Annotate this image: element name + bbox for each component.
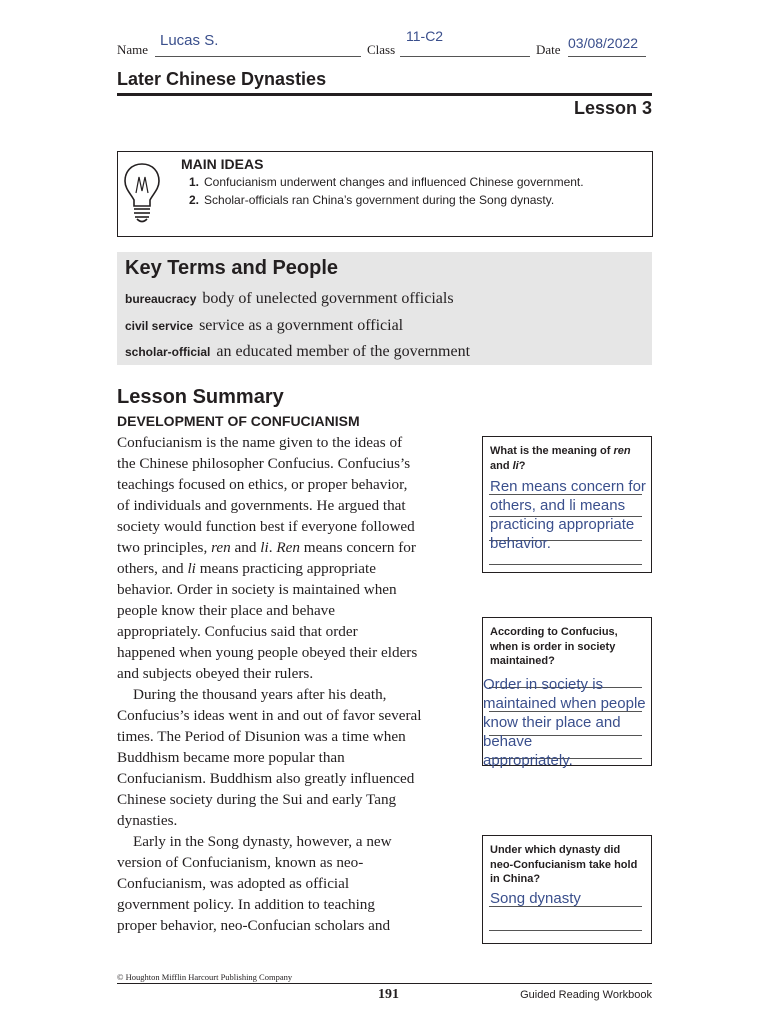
lesson-summary-heading: Lesson Summary <box>117 386 284 408</box>
class-line <box>400 56 530 57</box>
key-term-row: civil service service as a government official <box>125 317 404 334</box>
question-text: What is the meaning of ren and li? <box>490 445 631 472</box>
answer-input[interactable]: Ren means concern for others, and li means practicing appropriate behavior. <box>490 478 646 552</box>
answer-line <box>489 564 642 565</box>
question-box <box>482 617 652 769</box>
lesson-number: Lesson 3 <box>573 98 652 118</box>
main-idea-item: 2. Scholar-officials ran China’s government during the Song dynasty. <box>189 193 555 207</box>
name-value: Lucas S. <box>160 32 219 49</box>
key-term-row: scholar-official an educated member of the government <box>125 343 471 360</box>
answer-input[interactable]: Order in society is maintained when people know their place and behave appropriately. <box>483 676 646 769</box>
question-text: Under which dynasty did neo-Confucianism take hold in China? <box>490 844 638 885</box>
summary-paragraph-1: Confucianism is the name given to the ideas of the Chinese philosopher Confucius. Confucius’s teachings focused on ethics, or proper behavior, of individuals and governments. He argued that society would function best if everyone followed two principles, ren and li. Ren means concern for others, and li means practicing appropriate behavior. Order in society is maintained when people know their place and behave appropriately. Confucius said that order happened when young people obeyed their elders and subjects obeyed their rulers. <box>117 434 418 682</box>
summary-paragraph-3: Early in the Song dynasty, however, a new version of Confucianism, known as neo- Confucianism, was adopted as official government policy. In addition to teaching proper behavior, neo-Confucian scholars and <box>117 833 392 934</box>
workbook-title: Guided Reading Workbook <box>520 989 652 1001</box>
page-title: Later Chinese Dynasties <box>117 69 327 89</box>
footer-rule <box>117 983 652 984</box>
answer-line <box>489 930 642 931</box>
section-subheading: DEVELOPMENT OF CONFUCIANISM <box>117 413 360 429</box>
answer-input[interactable]: Song dynasty <box>490 890 581 907</box>
page-number: 191 <box>378 987 399 1002</box>
key-terms-heading: Key Terms and People <box>125 257 339 279</box>
lightbulb-icon <box>122 161 162 225</box>
question-box <box>482 835 652 944</box>
name-label: Name <box>117 42 149 57</box>
title-rule <box>117 93 652 96</box>
class-value: 11-C2 <box>406 28 444 44</box>
question-box <box>482 436 652 573</box>
date-line <box>568 56 646 57</box>
name-line <box>155 56 361 57</box>
key-term-row: bureaucracy body of unelected government officials <box>125 290 454 307</box>
main-idea-item: 1. Confucianism underwent changes and influenced Chinese government. <box>189 175 584 189</box>
summary-paragraph-2: During the thousand years after his death, Confucius’s ideas went in and out of favor several times. The Period of Disunion was a time when Buddhism became more popular than Confucianism. Buddhism also greatly influenced Chinese society during the Sui and early Tang dynasties. <box>117 686 422 829</box>
main-ideas-heading: MAIN IDEAS <box>181 156 264 172</box>
date-label: Date <box>536 42 561 57</box>
question-text: According to Confucius, when is order in society maintained? <box>490 626 618 667</box>
date-value: 03/08/2022 <box>568 35 639 51</box>
copyright: © Houghton Mifflin Harcourt Publishing Company <box>117 972 293 982</box>
class-label: Class <box>367 42 396 57</box>
